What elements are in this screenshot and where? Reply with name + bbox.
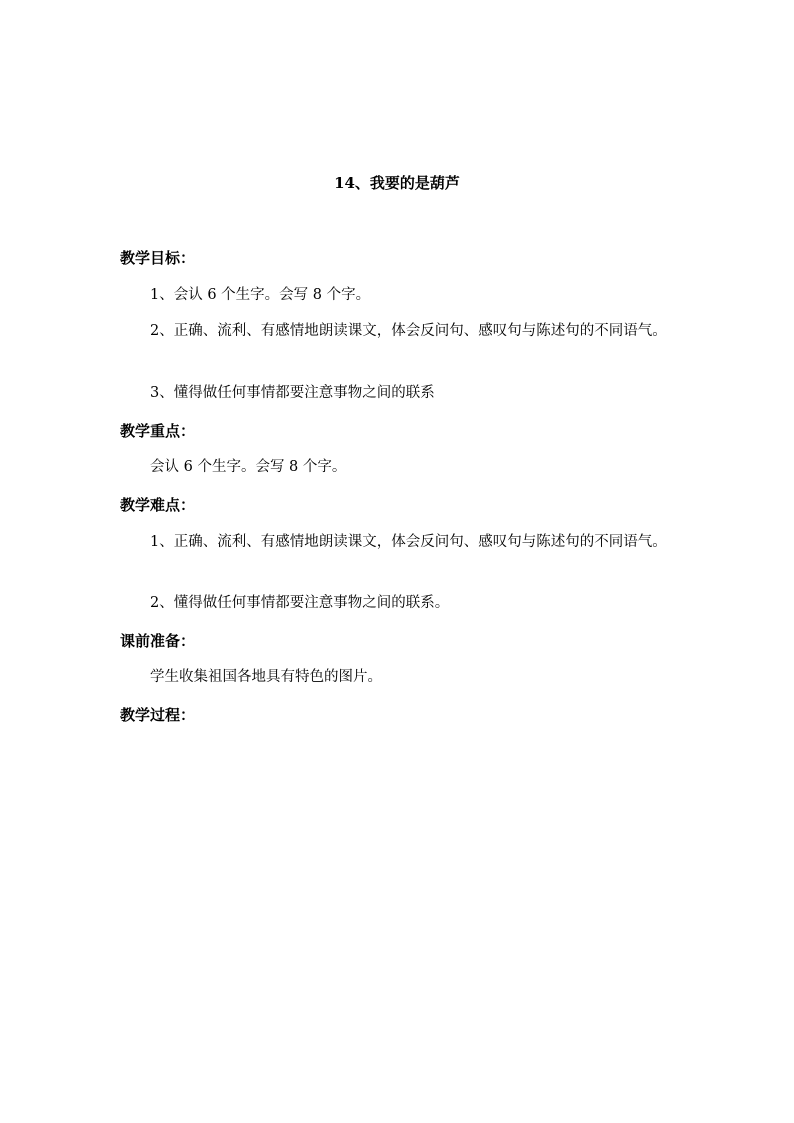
preparation-paragraph-1: 学生收集祖国各地具有特色的图片。 bbox=[150, 669, 382, 685]
objective-paragraph-1: 1、会认 6 个生字。会写 8 个字。 bbox=[150, 287, 371, 303]
objective-paragraph-3: 3、懂得做任何事情都要注意事物之间的联系 bbox=[150, 385, 435, 401]
section-heading-preparation: 课前准备： bbox=[120, 632, 196, 650]
section-heading-process: 教学过程： bbox=[120, 706, 196, 724]
key-points-paragraph-1: 会认 6 个生字。会写 8 个字。 bbox=[150, 459, 347, 475]
difficulties-paragraph-2: 2、懂得做任何事情都要注意事物之间的联系。 bbox=[150, 595, 450, 611]
section-heading-difficulties: 教学难点： bbox=[120, 496, 196, 514]
section-heading-objectives: 教学目标： bbox=[120, 249, 196, 267]
section-heading-key-points: 教学重点： bbox=[120, 422, 196, 440]
document-title: 14、我要的是葫芦 bbox=[334, 174, 460, 192]
difficulties-paragraph-1: 1、正确、流利、有感情地朗读课文，体会反问句、感叹句与陈述句的不同语气。 bbox=[150, 534, 667, 550]
objective-paragraph-2: 2、正确、流利、有感情地朗读课文，体会反问句、感叹句与陈述句的不同语气。 bbox=[150, 323, 667, 339]
